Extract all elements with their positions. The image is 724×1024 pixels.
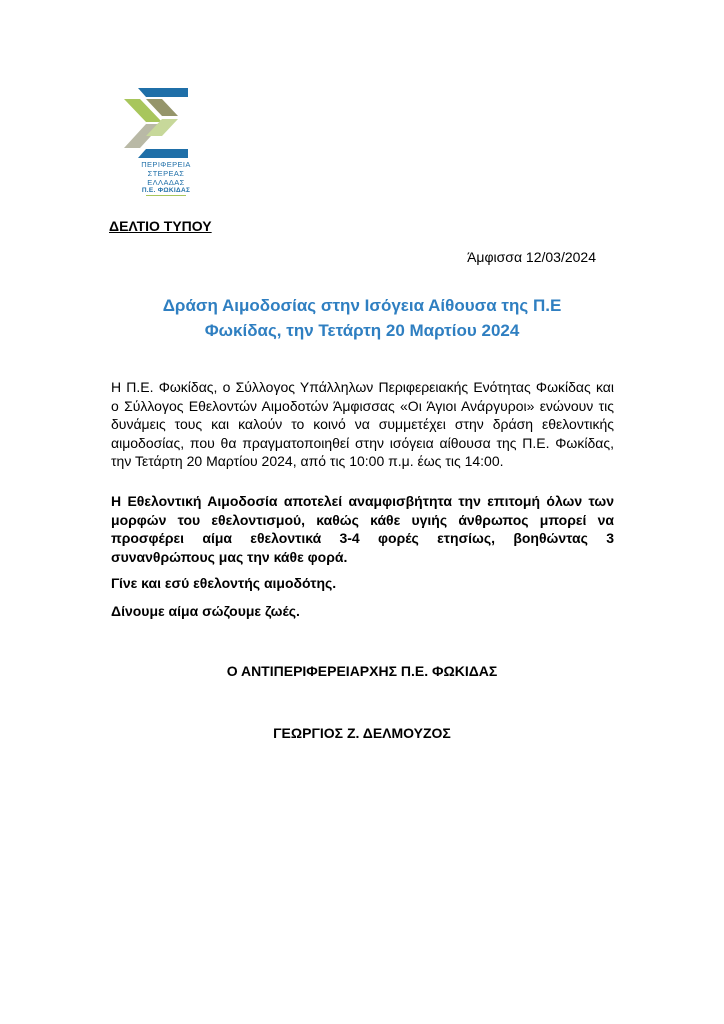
logo-line-2: ΣΤΕΡΕΑΣ [147,169,185,178]
region-logo [122,86,194,196]
signature-name: ΓΕΩΡΓΙΟΣ Ζ. ΔΕΛΜΟΥΖΟΣ [273,725,451,741]
sigma-logo-icon [122,86,194,160]
headline-line-2: Φωκίδας, την Τετάρτη 20 Μαρτίου 2024 [204,321,520,340]
paragraph-volunteering: Η Εθελοντική Αιμοδοσία αποτελεί αναμφισβήτητα την επιτομή όλων των μορφών του εθελοντισμού, καθώς κάθε υγιής άνθρωπος μπορεί να προσφέρει αίμα εθελοντικά 3-4 φορές ετησίως, βοηθώντας 3 συνανθρώπους μας την κάθε φορά. [111,493,614,565]
paragraph-slogan: Δίνουμε αίμα σώζουμε ζωές. [111,603,300,619]
logo-line-3: ΕΛΛΑΔΑΣ [147,178,185,187]
paragraph-call-to-action: Γίνε και εσύ εθελοντής αιμοδότης. [111,575,337,591]
headline-line-1: Δράση Αιμοδοσίας στην Ισόγεια Αίθουσα της Π.Ε [162,296,562,315]
logo-line-1: ΠΕΡΙΦΕΡΕΙΑ [141,160,191,169]
signature-role: Ο ΑΝΤΙΠΕΡΙΦΕΡΕΙΑΡΧΗΣ Π.Ε. ΦΩΚΙΔΑΣ [226,663,498,679]
press-release-label: ΔΕΛΤΙΟ ΤΥΠΟΥ [109,218,212,234]
logo-subtitle: Π.Ε. ΦΩΚΙΔΑΣ [136,187,196,194]
document-date: Άμφισσα 12/03/2024 [467,249,596,265]
paragraph-announcement: Η Π.Ε. Φωκίδας, ο Σύλλογος Υπάλληλων Περιφερειακής Ενότητας Φωκίδας και ο Σύλλογος Εθελοντών Αιμοδοτών Άμφισσας «Οι Άγιοι Ανάργυροι» ενώνουν τις δυνάμεις τους και καλούν το κοινό να συμμετέχει στην δράση εθελοντικής αιμοδοσίας, που θα πραγματοποιηθεί στην ισόγεια αίθουσα της Π.Ε. Φωκίδας, την Τετάρτη 20 Μαρτίου 2024, από τις 10:00 π.μ. έως τις 14:00. [111,379,614,469]
